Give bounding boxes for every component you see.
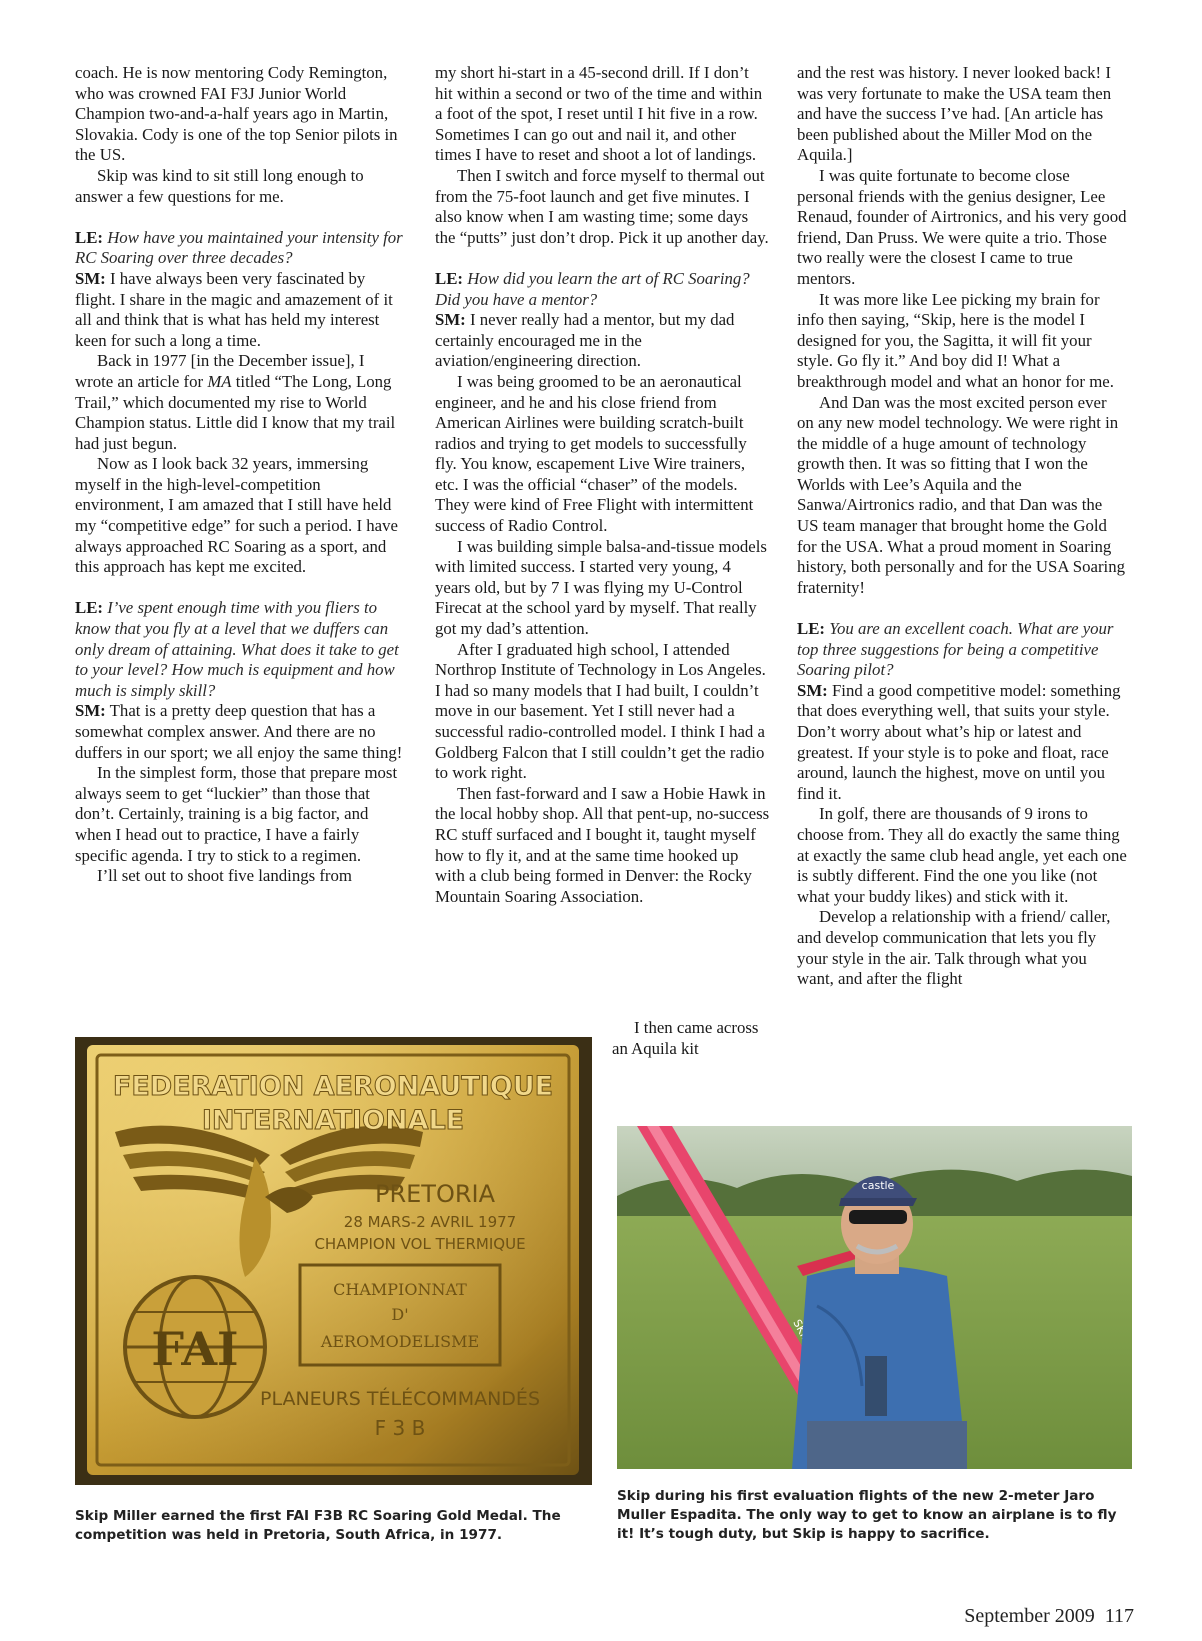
- answer: [435, 310, 770, 372]
- caption-medal: Skip Miller earned the first FAI F3B RC Soaring Gold Medal. The competition was held in Pretoria, South Africa, in 1977.: [75, 1508, 561, 1543]
- paragraph: my short hi-start in a 45-second drill. If I don’t hit within a second or two of the time and within a foot of the spot, I reset until I hit five in a row. Sometimes I can go out and nail it, and other times I have to reset and shoot a lot of landings.: [435, 63, 763, 165]
- question: [435, 269, 770, 310]
- speaker-label: SM:: [75, 268, 106, 288]
- speaker-label: LE:: [75, 227, 103, 247]
- paragraph: It was more like Lee picking my brain for info then saying, “Skip, here is the model I designed for you, the Sagitta, it will fit your style. Go fly it.” And boy did I! What a breakthrough model and what an honor for me.: [797, 289, 1114, 391]
- paragraph: I then came across an Aquila kit: [612, 1018, 759, 1058]
- answer-text: Find a good competitive model: something that does everything well, that suits your style. Don’t worry about what’s hip or latest and greatest. If your style is to poke and float, race around, launch the highest, move on until you find it.: [797, 680, 1121, 803]
- paragraph: Skip was kind to sit still long enough to answer a few questions for me.: [75, 165, 364, 206]
- question: [75, 598, 405, 701]
- medal-champion: CHAMPION VOL THERMIQUE: [314, 1235, 526, 1253]
- medal-dates: 28 MARS-2 AVRIL 1977: [343, 1213, 517, 1231]
- page-folio: [964, 1605, 1134, 1628]
- cap-logo: castle: [861, 1179, 895, 1192]
- answer-text: I have always been very fascinated by flight. I share in the magic and amazement of it all and think that is what has held my interest keen for such a long a time.: [75, 268, 393, 350]
- answer: [797, 681, 1127, 805]
- speaker-label: SM:: [797, 680, 828, 700]
- question: [75, 228, 405, 269]
- article-column-3: [797, 63, 1127, 990]
- paragraph: Develop a relationship with a friend/ caller, and develop communication that lets you fly your style in the air. Talk through what you want, and after the flight: [797, 907, 1111, 989]
- article-column-2: [435, 63, 770, 907]
- jeans: [807, 1421, 967, 1469]
- issue-date: September 2009: [964, 1605, 1095, 1627]
- medal-inscription: AEROMODELISME: [320, 1332, 480, 1351]
- question-text: You are an excellent coach. What are your top three suggestions for being a competitive Soaring pilot?: [797, 619, 1114, 680]
- article-column-1: [75, 63, 405, 887]
- paragraph: I was quite fortunate to become close personal friends with the genius designer, Lee Renaud, founder of Airtronics, and his very good friend, Dan Pruss. We were quite a trio. Those two really were the closest I came to true mentors.: [797, 165, 1127, 288]
- question-text: I’ve spent enough time with you fliers to know that you fly at a level that we duffers can only dream of attaining. What does it take to get to your level? How much is equipment and how much is simply skill?: [75, 598, 399, 700]
- answer-text: I never really had a mentor, but my dad certainly encouraged me in the aviation/engineering direction.: [435, 310, 735, 371]
- paragraph: Then fast-forward and I saw a Hobie Hawk in the local hobby shop. All that pent-up, no-success RC stuff surfaced and I bought it, taught myself how to fly it, and at the same time hooked up with a club being formed in Denver: the Rocky Mountain Soaring Association.: [435, 783, 770, 906]
- paragraph: And Dan was the most excited person ever on any new model technology. We were right in the middle of a huge amount of technology growth then. It was so fitting that I won the Worlds with Lee’s Aquila and the Sanwa/Airtronics radio, and that Dan was the US team manager that brought home the Gold for the USA. What a proud moment in Soaring history, both personally and for the USA Soaring fraternity!: [797, 392, 1125, 597]
- medal-inscription: PLANEURS TÉLÉCOMMANDÉS: [259, 1388, 541, 1410]
- paragraph: [75, 351, 405, 454]
- speaker-label: SM:: [435, 310, 466, 330]
- paragraph: Now as I look back 32 years, immersing myself in the high-level-competition environment, I am amazed that I still have held my “competitive edge” for such a period. I have always approached RC Soaring as a sport, and this approach has kept me excited.: [75, 454, 398, 577]
- medal-inscription: D': [391, 1305, 409, 1324]
- paragraph: In golf, there are thousands of 9 irons to choose from. They all do exactly the same thing at exactly the same club head angle, yet each one is subtly different. Find the one you like (not what your buddy likes) and stick with it.: [797, 804, 1127, 906]
- pilot-illustration: [617, 1126, 1132, 1469]
- page-number: 117: [1104, 1605, 1134, 1627]
- question: [797, 619, 1127, 681]
- answer: [75, 701, 405, 763]
- paragraph: I was building simple balsa-and-tissue models with limited success. I started very young, 4 years old, but by 7 I was flying my U-Control Firecat at the school yard by myself. That really got my dad’s attention.: [435, 536, 767, 639]
- medal-photo: [75, 1037, 592, 1485]
- paragraph: and the rest was history. I never looked back! I was very fortunate to make the USA team then and have the success I’ve had. [An article has been published about the Miller Mod on the Aquila.]: [797, 63, 1112, 165]
- paragraph: coach. He is now mentoring Cody Remington, who was crowned FAI F3J Junior World Champion two-and-a-half years ago in Martin, Slovakia. Cody is one of the top Senior pilots in the US.: [75, 63, 398, 165]
- paragraph-text: titled “The Long, Long Trail,” which documented my rise to World Champion status. Little did I know that my trail had just begun.: [75, 371, 396, 453]
- article-column-2-tail: [612, 1018, 772, 1059]
- globe-emblem: [125, 1277, 265, 1417]
- medal-illustration: [75, 1037, 592, 1485]
- paragraph: After I graduated high school, I attended Northrop Institute of Technology in Los Angeles. I had so many models that I had built, I couldn’t move in our basement. Yet I still never had a successful radio-controlled model. I think I had a Goldberg Falcon that I still couldn’t get the radio to work right.: [435, 639, 766, 783]
- speaker-label: LE:: [797, 619, 825, 639]
- medal-inscription: F 3 B: [374, 1416, 426, 1440]
- paragraph: Then I switch and force myself to thermal out from the 75-foot launch and get five minutes. I also know when I am wasting time; some days the “putts” just don’t drop. Pick it up another day.: [435, 165, 769, 247]
- question-text: How did you learn the art of RC Soaring? Did you have a mentor?: [435, 268, 750, 309]
- speaker-label: SM:: [75, 701, 106, 721]
- paragraph: In the simplest form, those that prepare most always seem to get “luckier” than those that don’t. Certainly, training is a big factor, and when I head out to practice, I have a fairly specific agenda. I try to stick to a regimen.: [75, 763, 398, 865]
- paragraph: I’ll set out to shoot five landings from: [97, 866, 352, 886]
- paragraph: I was being groomed to be an aeronautical engineer, and he and his close friend from American Airlines were building scratch-built radios and trying to get models to successfully fly. You know, escapement Live Wire trainers, etc. I was the official “chaser” of the models. They were kind of Free Flight with intermittent success of Radio Control.: [435, 371, 754, 536]
- paragraph-text: Back in 1977 [in the December issue], I wrote an article for: [75, 351, 365, 391]
- magazine-name: MA: [207, 371, 232, 391]
- medal-city: PRETORIA: [374, 1180, 496, 1208]
- question-text: How have you maintained your intensity for RC Soaring over three decades?: [75, 227, 403, 268]
- emblem-letters: FAI: [151, 1322, 239, 1376]
- pilot-photo: [617, 1126, 1132, 1469]
- answer-text: That is a pretty deep question that has a somewhat complex answer. And there are no duffers in our sport; we all enjoy the same thing!: [75, 701, 403, 762]
- medal-inscription: FEDERATION AERONAUTIQUE: [112, 1071, 554, 1102]
- sunglasses: [849, 1210, 907, 1224]
- caption-pilot: Skip during his first evaluation flights of the new 2-meter Jaro Muller Espadita. The only way to get to know an airplane is to fly it! It’s tough duty, but Skip is happy to sacrifice.: [617, 1488, 1117, 1542]
- medal-inscription: CHAMPIONNAT: [333, 1280, 467, 1299]
- speaker-label: LE:: [75, 598, 103, 618]
- answer: [75, 269, 405, 351]
- speaker-label: LE:: [435, 268, 463, 288]
- medal-inscription: INTERNATIONALE: [201, 1105, 465, 1136]
